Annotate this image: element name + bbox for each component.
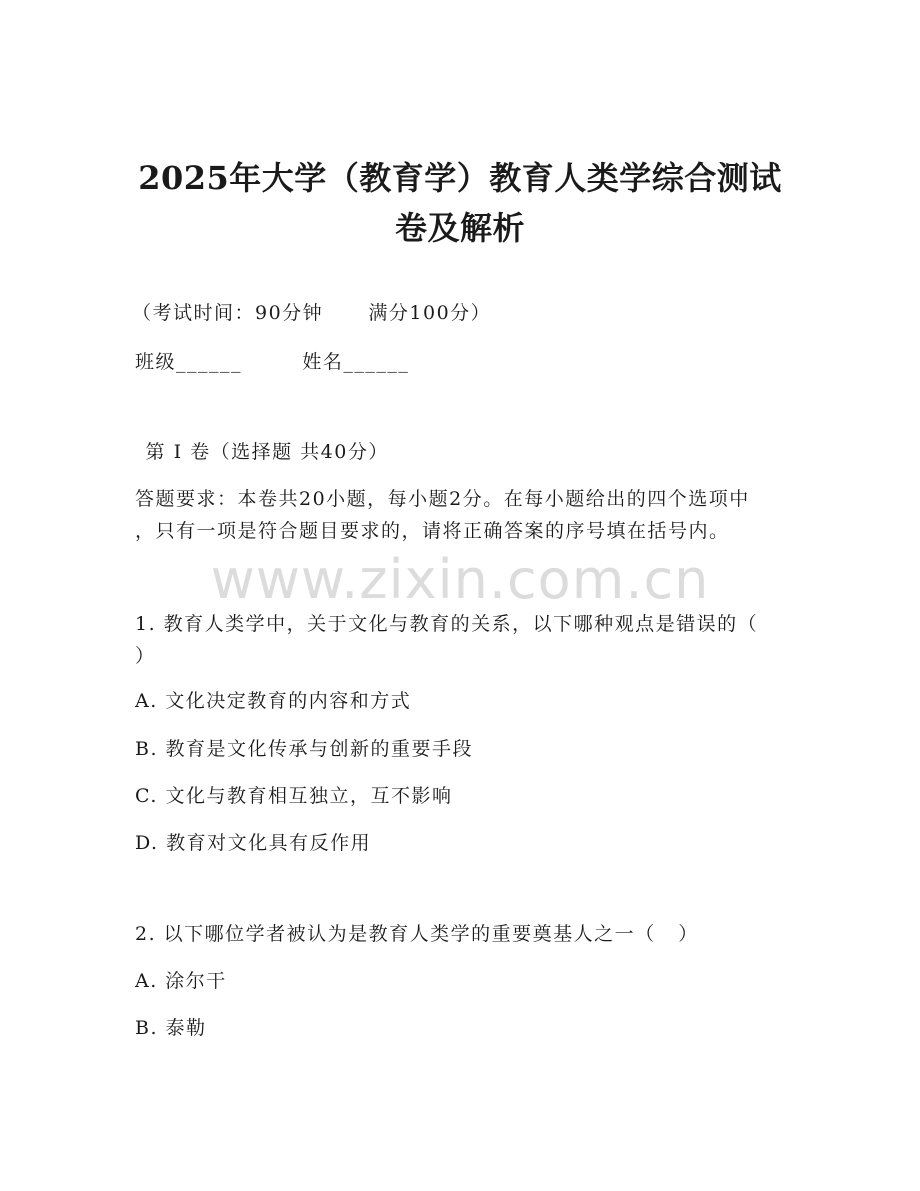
question-1-option-d: D. 教育对文化具有反作用: [135, 832, 372, 854]
question-1-stem-line-2: ）: [135, 645, 156, 667]
watermark: www.zixin.com.cn: [210, 548, 710, 611]
question-2-stem-line-1: 2. 以下哪位学者被认为是教育人类学的重要奠基人之一（ ）: [135, 923, 699, 945]
question-2-option-b: B. 泰勒: [135, 1017, 207, 1039]
exam-info: （考试时间：90分钟 满分100分）: [132, 302, 492, 324]
document-title-line-1: 2025年大学（教育学）教育人类学综合测试: [138, 159, 782, 197]
instructions-line-2: ，只有一项是符合题目要求的，请将正确答案的序号填在括号内。: [135, 520, 730, 542]
section-heading: 第 I 卷（选择题 共40分）: [138, 441, 389, 463]
question-2-option-a: A. 涂尔干: [135, 970, 227, 992]
question-1-option-b: B. 教育是文化传承与创新的重要手段: [135, 738, 474, 760]
document-title-line-2: 卷及解析: [394, 209, 525, 247]
question-1-option-c: C. 文化与教育相互独立，互不影响: [135, 785, 453, 807]
question-1-option-a: A. 文化决定教育的内容和方式: [135, 690, 412, 712]
student-info: 班级______ 姓名______: [135, 351, 410, 373]
instructions-line-1: 答题要求：本卷共20小题，每小题2分。在每小题给出的四个选项中: [135, 488, 750, 510]
question-1-stem-line-1: 1. 教育人类学中，关于文化与教育的关系，以下哪种观点是错误的（: [135, 613, 759, 635]
